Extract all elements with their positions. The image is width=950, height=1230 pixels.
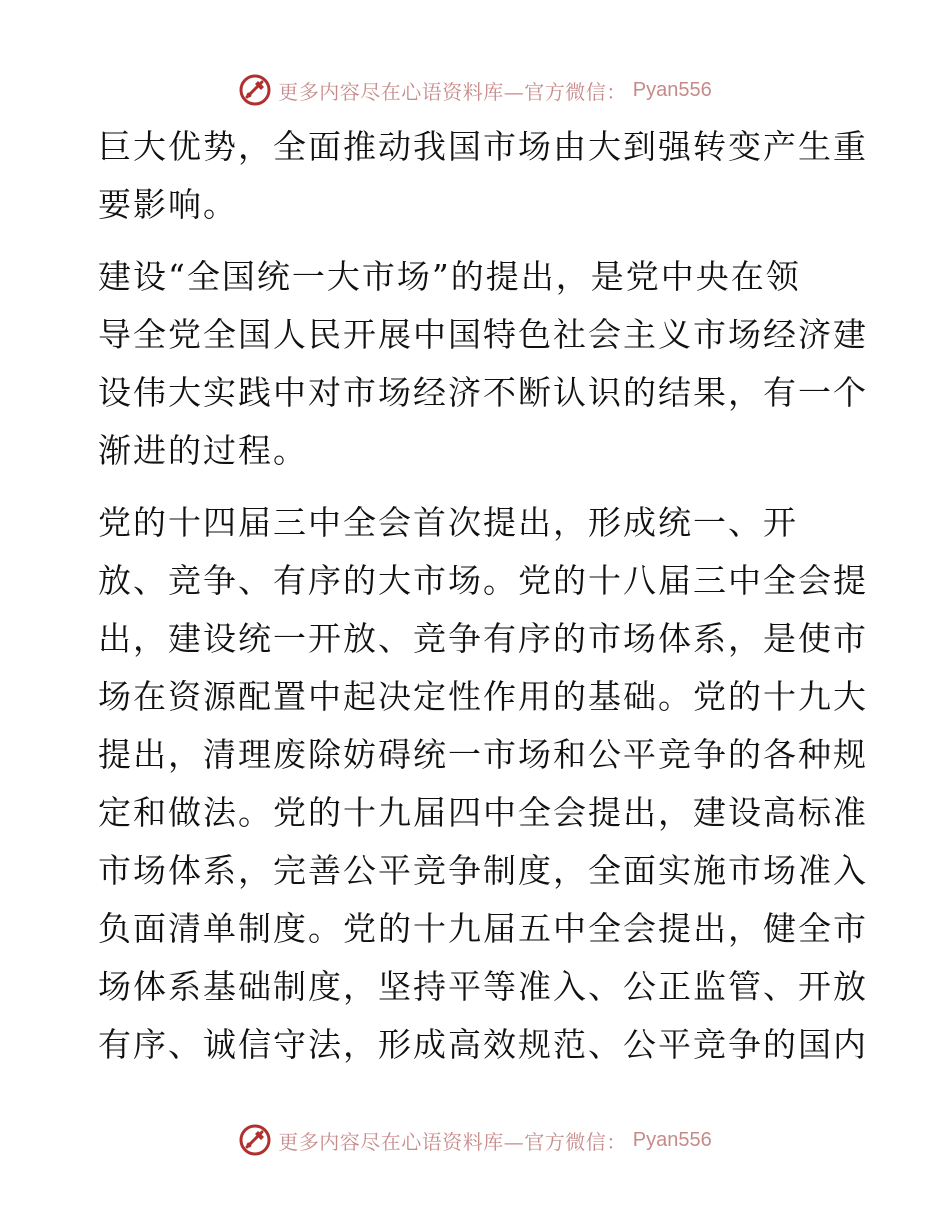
text-line: 场在资源配置中起决定性作用的基础。党的十九大 bbox=[98, 677, 868, 716]
logo-icon bbox=[238, 1123, 272, 1157]
text-line: 要影响。 bbox=[98, 185, 238, 224]
text-line: 出，建设统一开放、竞争有序的市场体系，是使市 bbox=[98, 619, 868, 658]
watermark-text: 更多内容尽在心语资料库—官方微信： bbox=[278, 1129, 627, 1154]
text-line: 党的十四届三中全会首次提出，形成统一、开 bbox=[98, 503, 798, 542]
text-line: 场体系基础制度，坚持平等准入、公正监管、开放 bbox=[98, 967, 868, 1006]
wechat-id: Pyan556 bbox=[632, 78, 712, 101]
watermark-text: 更多内容尽在心语资料库—官方微信： bbox=[278, 79, 627, 104]
text-line: 导全党全国人民开展中国特色社会主义市场经济建 bbox=[98, 315, 868, 354]
text-line: 定和做法。党的十九届四中全会提出，建设高标准 bbox=[98, 793, 868, 832]
text-line: 巨大优势，全面推动我国市场由大到强转变产生重 bbox=[98, 127, 868, 166]
text-line: 渐进的过程。 bbox=[98, 431, 308, 470]
paragraph bbox=[98, 118, 868, 234]
text-line: 放、竞争、有序的大市场。党的十八届三中全会提 bbox=[98, 561, 868, 600]
wechat-id: Pyan556 bbox=[632, 1128, 712, 1151]
document-body bbox=[98, 118, 868, 1074]
text-line: 建设“全国统一大市场”的提出，是党中央在领 bbox=[98, 257, 801, 296]
text-line: 市场体系，完善公平竞争制度，全面实施市场准入 bbox=[98, 851, 868, 890]
text-line: 设伟大实践中对市场经济不断认识的结果，有一个 bbox=[98, 373, 868, 412]
text-line: 负面清单制度。党的十九届五中全会提出，健全市 bbox=[98, 909, 868, 948]
header-watermark bbox=[0, 70, 950, 110]
watermark-banner bbox=[238, 73, 711, 107]
text-line: 提出，清理废除妨碍统一市场和公平竞争的各种规 bbox=[98, 735, 868, 774]
paragraph bbox=[98, 494, 868, 1074]
logo-icon bbox=[238, 73, 272, 107]
paragraph bbox=[98, 248, 868, 480]
footer-watermark bbox=[0, 1120, 950, 1160]
watermark-banner bbox=[238, 1123, 711, 1157]
text-line: 有序、诚信守法，形成高效规范、公平竞争的国内 bbox=[98, 1025, 868, 1064]
